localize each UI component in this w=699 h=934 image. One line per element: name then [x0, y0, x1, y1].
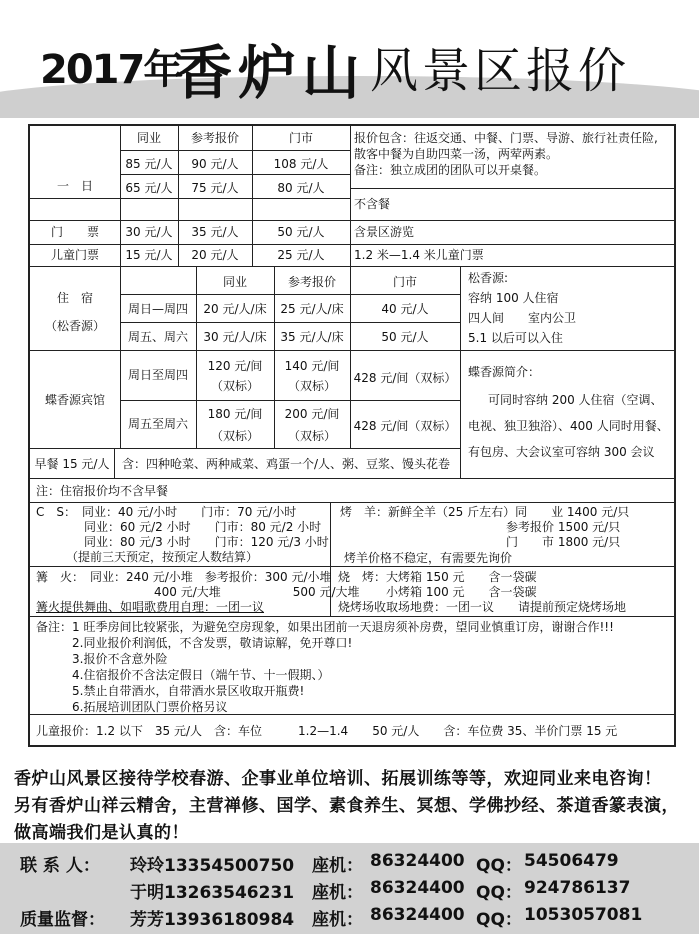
title-scenic-name: 香炉山	[174, 39, 367, 107]
grid-line	[350, 126, 351, 266]
cell: 周日至周四	[127, 368, 188, 382]
cell: 428 元/间（双标）	[353, 419, 457, 433]
cell: 80 元/人	[277, 181, 325, 195]
bonfire-price: 400 元/大堆 500 元/大堆	[154, 585, 360, 599]
contact-landline-label: 座机：	[312, 856, 363, 876]
lodging-info: 四人间 室内公卫	[468, 311, 577, 325]
cs-price: C S： 同业：40 元/小时 门市：70 元/小时	[36, 505, 297, 519]
row-label-lodging: 住 宿	[56, 291, 93, 305]
grid-line	[120, 322, 460, 323]
col-header-trade: 同业	[136, 131, 161, 145]
lodging-info: 松香源:	[468, 271, 509, 285]
contact-landline-label: 座机：	[312, 883, 363, 903]
lodging-info: 容纳 100 人住宿	[468, 291, 559, 305]
lamb-price: 参考报价 1500 元/只	[506, 520, 621, 534]
col-header-reference: 参考报价	[190, 131, 239, 145]
cell: 20 元/人	[191, 248, 239, 262]
row-label-day-trip: 一 日	[56, 179, 93, 193]
contact-qq-label: QQ：	[476, 910, 522, 930]
cs-note: （提前三天预定，按预定人数结算）	[36, 550, 259, 564]
cell: 25 元/人	[277, 248, 325, 262]
grid-line	[350, 188, 674, 189]
grid-line	[120, 126, 121, 266]
contact-role: 联 系 人：	[20, 856, 100, 876]
contact-landline-label: 座机：	[312, 910, 363, 930]
cell: 周日—周四	[127, 302, 188, 316]
child-price: 儿童报价：1.2 以下 35 元/人 含：车位 1.2—1.4 50 元/人 含：车位费 35、半价门票 15 元	[36, 724, 618, 738]
grid-line	[460, 266, 461, 350]
grid-line	[120, 400, 460, 401]
cell: 35 元/人/床	[280, 330, 344, 344]
cell: 30 元/人	[125, 225, 173, 239]
cs-price: 同业：80 元/3 小时 门市：120 元/3 小时	[36, 535, 329, 549]
grid-line	[30, 350, 674, 351]
grid-line	[30, 266, 674, 267]
remark-item: 备注：1 旺季房间比较紧张，为避免空房现象，如果出团前一天退房须补房费，望同业慎重订房，谢谢合作!!!	[36, 620, 614, 634]
contact-qq: 54506479	[524, 851, 619, 871]
col-header-reference: 参考报价	[287, 275, 336, 289]
row-label-lodging-sub: （松香源）	[44, 319, 105, 333]
promo-line: 做高端我们是认真的！	[14, 823, 189, 843]
day-trip-includes: 散客中餐为自助四菜一汤，两荤两素。	[354, 147, 559, 161]
remark-item: 3.报价不含意外险	[72, 652, 168, 666]
contact-person-phone: 于明13263546231	[130, 883, 295, 903]
ticket-note: 含景区游览	[354, 225, 415, 239]
cs-price: 同业：60 元/2 小时 门市：80 元/2 小时	[36, 520, 322, 534]
lamb-note: 烤羊价格不稳定，有需要先询价	[344, 551, 513, 565]
cell: 180 元/间	[207, 407, 263, 421]
grid-line	[30, 244, 674, 245]
promo-line: 香炉山风景区接待学校春游、企事业单位培训、拓展训练等等，欢迎同业来电咨询！	[14, 769, 662, 789]
grid-line	[30, 616, 674, 617]
contact-role: 质量监督：	[20, 910, 105, 930]
grid-line	[30, 566, 674, 567]
cell: 20 元/人/床	[203, 302, 267, 316]
grid-line	[460, 350, 461, 478]
grid-line	[178, 126, 179, 266]
cell: 75 元/人	[191, 181, 239, 195]
cell: （双标）	[287, 429, 336, 443]
hotel-info: 电视、独卫独浴）、400 人同时用餐、	[468, 419, 669, 433]
row-label-breakfast: 早餐 15 元/人	[34, 457, 110, 471]
contact-bar	[0, 843, 699, 934]
price-table	[28, 124, 676, 747]
cell: 90 元/人	[191, 157, 239, 171]
hotel-info-title: 蝶香源简介：	[468, 365, 541, 379]
lamb-price: 门 市 1800 元/只	[506, 535, 621, 549]
contact-qq-label: QQ：	[476, 883, 522, 903]
remark-item: 4.住宿报价不含法定假日（端午节、十一假期、）	[72, 668, 330, 682]
grid-line	[30, 448, 460, 449]
cell: 周五、周六	[127, 330, 188, 344]
bbq-note: 烧烤场收取场地费：一团一议 请提前预定烧烤场地	[338, 600, 627, 614]
page-title	[40, 20, 680, 107]
row-label-ticket: 门 票	[50, 225, 99, 239]
day-trip-remark: 备注：独立成团的团队可以开桌餐。	[354, 163, 547, 177]
title-suffix: 风景区报价	[370, 43, 631, 99]
cell: 50 元/人	[381, 330, 429, 344]
contact-landline: 86324400	[370, 851, 465, 871]
contact-qq: 1053057081	[524, 905, 643, 925]
row-label-child-ticket: 儿童门票	[50, 248, 99, 262]
cell: 200 元/间	[284, 407, 340, 421]
grid-line	[30, 220, 674, 221]
child-ticket-note: 1.2 米—1.4 米儿童门票	[354, 248, 484, 262]
cell: 周五至周六	[127, 417, 188, 431]
breakfast-desc: 含：四种呛菜、两种咸菜、鸡蛋一个/人、粥、豆浆、馒头花卷	[122, 457, 451, 471]
row-label-hotel: 蝶香源宾馆	[44, 393, 105, 407]
cell: 85 元/人	[125, 157, 173, 171]
contact-qq-label: QQ：	[476, 856, 522, 876]
col-header-retail: 门市	[288, 131, 313, 145]
title-year: 2017年	[40, 47, 182, 93]
contact-landline: 86324400	[370, 905, 465, 925]
cell: 30 元/人/床	[203, 330, 267, 344]
cell: （双标）	[287, 379, 336, 393]
contact-person-phone: 玲玲13354500750	[130, 856, 295, 876]
grid-line	[120, 150, 350, 151]
contact-qq: 924786137	[524, 878, 631, 898]
contact-landline: 86324400	[370, 878, 465, 898]
cell: 140 元/间	[284, 359, 340, 373]
grid-line	[120, 174, 350, 175]
grid-line	[120, 350, 121, 448]
cell: 15 元/人	[125, 248, 173, 262]
day-trip-includes: 报价包含：往返交通、中餐、门票、导游、旅行社责任险,	[354, 131, 658, 145]
remark-item: 6.拓展培训团队门票价格另议	[72, 700, 228, 714]
grid-line	[252, 126, 253, 266]
grid-line	[120, 294, 460, 295]
hotel-info: 可同时容纳 200 人住宿（空调、	[488, 393, 663, 407]
remark-item: 5.禁止自带酒水，自带酒水景区收取开瓶费!	[72, 684, 305, 698]
cell: 35 元/人	[191, 225, 239, 239]
col-header-trade: 同业	[222, 275, 247, 289]
cell: （双标）	[210, 429, 259, 443]
bbq-price: 小烤箱 100 元 含一袋碳	[386, 585, 537, 599]
grid-line	[30, 198, 350, 199]
contact-person-phone: 芳芳13936180984	[130, 910, 295, 930]
hotel-info: 有包房、大会议室可容纳 300 会议	[468, 445, 655, 459]
cell: 108 元/人	[273, 157, 329, 171]
promo-line: 另有香炉山祥云精舍，主营禅修、国学、素食养生、冥想、学佛抄经、茶道香篆表演，	[14, 796, 679, 816]
grid-line	[30, 502, 674, 503]
lamb-price: 烤 羊：新鲜全羊（25 斤左右）同 业 1400 元/只	[340, 505, 630, 519]
lodging-info: 5.1 以后可以入住	[468, 331, 563, 345]
col-header-retail: 门市	[392, 275, 417, 289]
grid-line	[114, 448, 115, 478]
cell: 428 元/间（双标）	[353, 371, 457, 385]
cell: 65 元/人	[125, 181, 173, 195]
bbq-price: 烧 烤：大烤箱 150 元 含一袋碳	[338, 570, 537, 584]
cell: 50 元/人	[277, 225, 325, 239]
cell: （双标）	[210, 379, 259, 393]
day-trip-no-meal: 不含餐	[354, 197, 391, 211]
lodging-note: 注：住宿报价均不含早餐	[36, 484, 169, 498]
cell: 40 元/人	[381, 302, 429, 316]
cell: 25 元/人/床	[280, 302, 344, 316]
grid-line	[30, 478, 674, 479]
remark-item: 2.同业报价利润低，不含发票，敬请谅解，免开尊口!	[72, 636, 353, 650]
bonfire-note: 篝火提供舞曲、如唱歌费用自理：一团一议	[36, 600, 265, 614]
cell: 120 元/间	[207, 359, 263, 373]
bonfire-price: 篝 火： 同业：240 元/小堆 参考报价：300 元/小堆	[36, 570, 332, 584]
